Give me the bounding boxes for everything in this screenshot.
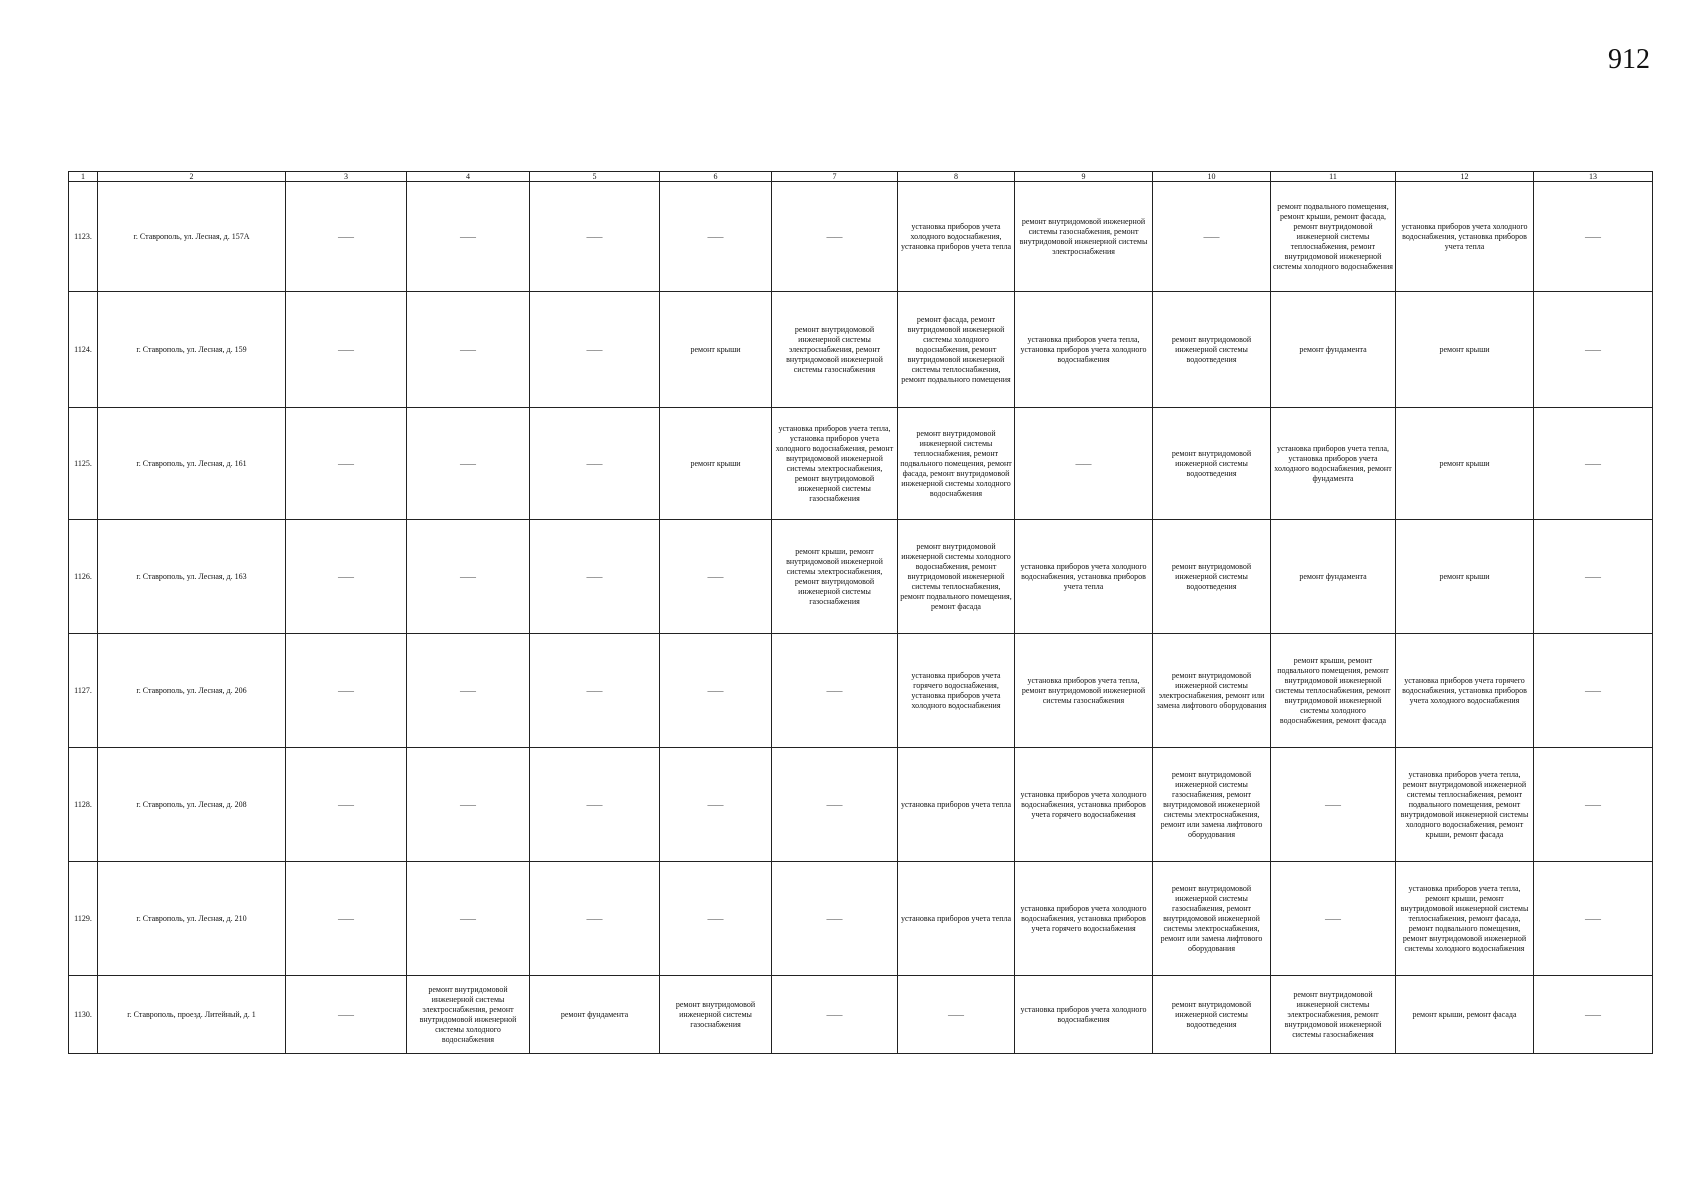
work-cell: ——: [286, 408, 407, 520]
work-cell: ——: [286, 634, 407, 748]
work-cell: ремонт крыши: [1396, 408, 1534, 520]
work-cell: установка приборов учета тепла: [898, 748, 1015, 862]
column-number: 13: [1534, 172, 1653, 182]
work-cell: ——: [407, 182, 530, 292]
work-cell: ——: [772, 862, 898, 976]
row-index: 1124.: [69, 292, 98, 408]
work-cell: ремонт фундамента: [1271, 292, 1396, 408]
work-cell: ремонт внутридомовой инженерной системы холодного водоснабжения, ремонт внутридомовой инженерной системы теплоснабжения, ремонт подвального помещения, ремонт фасада: [898, 520, 1015, 634]
address-cell: г. Ставрополь, ул. Лесная, д. 163: [98, 520, 286, 634]
table-row: [69, 862, 1653, 976]
work-cell: ——: [660, 862, 772, 976]
address-cell: г. Ставрополь, ул. Лесная, д. 161: [98, 408, 286, 520]
work-cell: ремонт внутридомовой инженерной системы газоснабжения, ремонт внутридомовой инженерной системы электроснабжения, ремонт или замена лифтового оборудования: [1153, 862, 1271, 976]
row-index: 1123.: [69, 182, 98, 292]
table-row: [69, 520, 1653, 634]
column-number: 9: [1015, 172, 1153, 182]
table-row: [69, 182, 1653, 292]
work-cell: ——: [407, 634, 530, 748]
column-number: 4: [407, 172, 530, 182]
page-number: 912: [1608, 44, 1650, 75]
work-cell: установка приборов учета горячего водоснабжения, установка приборов учета холодного водоснабжения: [1396, 634, 1534, 748]
work-cell: установка приборов учета холодного водоснабжения, установка приборов учета горячего водоснабжения: [1015, 748, 1153, 862]
work-cell: ——: [286, 976, 407, 1054]
column-number: 3: [286, 172, 407, 182]
work-cell: ремонт внутридомовой инженерной системы электроснабжения, ремонт внутридомовой инженерной системы газоснабжения: [1271, 976, 1396, 1054]
work-cell: ремонт подвального помещения, ремонт крыши, ремонт фасада, ремонт внутридомовой инженерной системы теплоснабжения, ремонт внутридомовой инженерной системы холодного водоснабжения: [1271, 182, 1396, 292]
work-cell: установка приборов учета тепла, установка приборов учета холодного водоснабжения, ремонт фундамента: [1271, 408, 1396, 520]
work-cell: ремонт внутридомовой инженерной системы водоотведения: [1153, 520, 1271, 634]
work-cell: ——: [772, 182, 898, 292]
address-cell: г. Ставрополь, ул. Лесная, д. 208: [98, 748, 286, 862]
work-cell: ——: [1015, 408, 1153, 520]
work-cell: ——: [407, 520, 530, 634]
table-row: [69, 748, 1653, 862]
work-cell: ——: [407, 862, 530, 976]
work-cell: ——: [898, 976, 1015, 1054]
address-cell: г. Ставрополь, ул. Лесная, д. 206: [98, 634, 286, 748]
work-cell: ——: [1534, 634, 1653, 748]
work-cell: ——: [1271, 748, 1396, 862]
address-cell: г. Ставрополь, ул. Лесная, д. 210: [98, 862, 286, 976]
work-cell: ремонт внутридомовой инженерной системы электроснабжения, ремонт внутридомовой инженерной системы газоснабжения: [772, 292, 898, 408]
work-cell: ——: [1153, 182, 1271, 292]
work-cell: ремонт фундамента: [530, 976, 660, 1054]
work-cell: ——: [660, 748, 772, 862]
address-cell: г. Ставрополь, проезд. Литейный, д. 1: [98, 976, 286, 1054]
work-cell: ремонт внутридомовой инженерной системы газоснабжения, ремонт внутридомовой инженерной системы электроснабжения: [1015, 182, 1153, 292]
column-number: 12: [1396, 172, 1534, 182]
work-cell: ——: [1534, 408, 1653, 520]
work-cell: ремонт внутридомовой инженерной системы электроснабжения, ремонт или замена лифтового оборудования: [1153, 634, 1271, 748]
work-cell: установка приборов учета холодного водоснабжения, установка приборов учета тепла: [898, 182, 1015, 292]
work-cell: установка приборов учета холодного водоснабжения, установка приборов учета горячего водоснабжения: [1015, 862, 1153, 976]
work-cell: ——: [1534, 748, 1653, 862]
work-cell: ——: [772, 634, 898, 748]
column-number: 7: [772, 172, 898, 182]
work-cell: ——: [530, 292, 660, 408]
work-cell: ——: [660, 182, 772, 292]
work-cell: ремонт внутридомовой инженерной системы водоотведения: [1153, 408, 1271, 520]
row-index: 1127.: [69, 634, 98, 748]
work-cell: ремонт крыши: [660, 292, 772, 408]
work-cell: ——: [407, 292, 530, 408]
row-index: 1125.: [69, 408, 98, 520]
work-cell: установка приборов учета холодного водоснабжения, установка приборов учета тепла: [1396, 182, 1534, 292]
column-number: 8: [898, 172, 1015, 182]
column-number-row: [69, 172, 1653, 182]
work-cell: ——: [1534, 862, 1653, 976]
work-cell: ——: [1534, 976, 1653, 1054]
work-cell: ремонт внутридомовой инженерной системы водоотведения: [1153, 976, 1271, 1054]
column-number: 5: [530, 172, 660, 182]
column-number: 1: [69, 172, 98, 182]
work-cell: установка приборов учета горячего водоснабжения, установка приборов учета холодного водоснабжения: [898, 634, 1015, 748]
work-cell: ——: [530, 862, 660, 976]
work-cell: ——: [1534, 520, 1653, 634]
work-cell: ремонт внутридомовой инженерной системы газоснабжения: [660, 976, 772, 1054]
work-cell: ремонт крыши: [1396, 292, 1534, 408]
table-row: [69, 408, 1653, 520]
work-cell: ——: [530, 748, 660, 862]
work-cell: установка приборов учета тепла, ремонт внутридомовой инженерной системы теплоснабжения, ремонт подвального помещения, ремонт внутридомовой инженерной системы холодного водоснабжения, ремонт крыши, ремонт фасада: [1396, 748, 1534, 862]
work-cell: ——: [1534, 182, 1653, 292]
table-row: [69, 292, 1653, 408]
work-cell: ——: [1271, 862, 1396, 976]
work-cell: установка приборов учета тепла, установка приборов учета холодного водоснабжения: [1015, 292, 1153, 408]
column-number: 10: [1153, 172, 1271, 182]
work-cell: ——: [407, 408, 530, 520]
work-cell: ремонт крыши: [1396, 520, 1534, 634]
row-index: 1128.: [69, 748, 98, 862]
work-cell: ——: [772, 748, 898, 862]
row-index: 1130.: [69, 976, 98, 1054]
work-cell: установка приборов учета тепла, установка приборов учета холодного водоснабжения, ремонт внутридомовой инженерной системы электроснабжения, ремонт внутридомовой инженерной системы газоснабжения: [772, 408, 898, 520]
address-cell: г. Ставрополь, ул. Лесная, д. 159: [98, 292, 286, 408]
work-cell: ремонт внутридомовой инженерной системы электроснабжения, ремонт внутридомовой инженерной системы холодного водоснабжения: [407, 976, 530, 1054]
column-number: 11: [1271, 172, 1396, 182]
capital-repair-table: [68, 171, 1653, 1054]
work-cell: ——: [286, 292, 407, 408]
work-cell: ——: [530, 634, 660, 748]
work-cell: ——: [1534, 292, 1653, 408]
work-cell: ——: [772, 976, 898, 1054]
work-cell: установка приборов учета тепла: [898, 862, 1015, 976]
work-cell: установка приборов учета тепла, ремонт внутридомовой инженерной системы газоснабжения: [1015, 634, 1153, 748]
row-index: 1129.: [69, 862, 98, 976]
work-cell: ремонт внутридомовой инженерной системы теплоснабжения, ремонт подвального помещения, ремонт фасада, ремонт внутридомовой инженерной системы холодного водоснабжения: [898, 408, 1015, 520]
work-cell: ——: [660, 634, 772, 748]
work-cell: ремонт фундамента: [1271, 520, 1396, 634]
work-cell: ——: [286, 748, 407, 862]
work-cell: ——: [286, 862, 407, 976]
table-row: [69, 634, 1653, 748]
work-cell: ——: [407, 748, 530, 862]
address-cell: г. Ставрополь, ул. Лесная, д. 157А: [98, 182, 286, 292]
work-cell: ремонт фасада, ремонт внутридомовой инженерной системы холодного водоснабжения, ремонт внутридомовой инженерной системы теплоснабжения, ремонт подвального помещения: [898, 292, 1015, 408]
column-number: 6: [660, 172, 772, 182]
work-cell: ——: [530, 182, 660, 292]
work-cell: ремонт крыши, ремонт подвального помещения, ремонт внутридомовой инженерной системы теплоснабжения, ремонт внутридомовой инженерной системы холодного водоснабжения, ремонт фасада: [1271, 634, 1396, 748]
row-index: 1126.: [69, 520, 98, 634]
work-cell: ——: [530, 408, 660, 520]
work-cell: ремонт крыши, ремонт фасада: [1396, 976, 1534, 1054]
column-number: 2: [98, 172, 286, 182]
work-cell: ремонт крыши: [660, 408, 772, 520]
work-cell: ——: [286, 520, 407, 634]
work-cell: ремонт внутридомовой инженерной системы газоснабжения, ремонт внутридомовой инженерной системы электроснабжения, ремонт или замена лифтового оборудования: [1153, 748, 1271, 862]
work-cell: установка приборов учета холодного водоснабжения, установка приборов учета тепла: [1015, 520, 1153, 634]
work-cell: ——: [660, 520, 772, 634]
work-cell: ремонт внутридомовой инженерной системы водоотведения: [1153, 292, 1271, 408]
work-cell: установка приборов учета холодного водоснабжения: [1015, 976, 1153, 1054]
work-cell: ——: [286, 182, 407, 292]
table-row: [69, 976, 1653, 1054]
work-cell: ——: [530, 520, 660, 634]
work-cell: ремонт крыши, ремонт внутридомовой инженерной системы электроснабжения, ремонт внутридомовой инженерной системы газоснабжения: [772, 520, 898, 634]
work-cell: установка приборов учета тепла, ремонт крыши, ремонт внутридомовой инженерной системы теплоснабжения, ремонт фасада, ремонт подвального помещения, ремонт внутридомовой инженерной системы холодного водоснабжения: [1396, 862, 1534, 976]
